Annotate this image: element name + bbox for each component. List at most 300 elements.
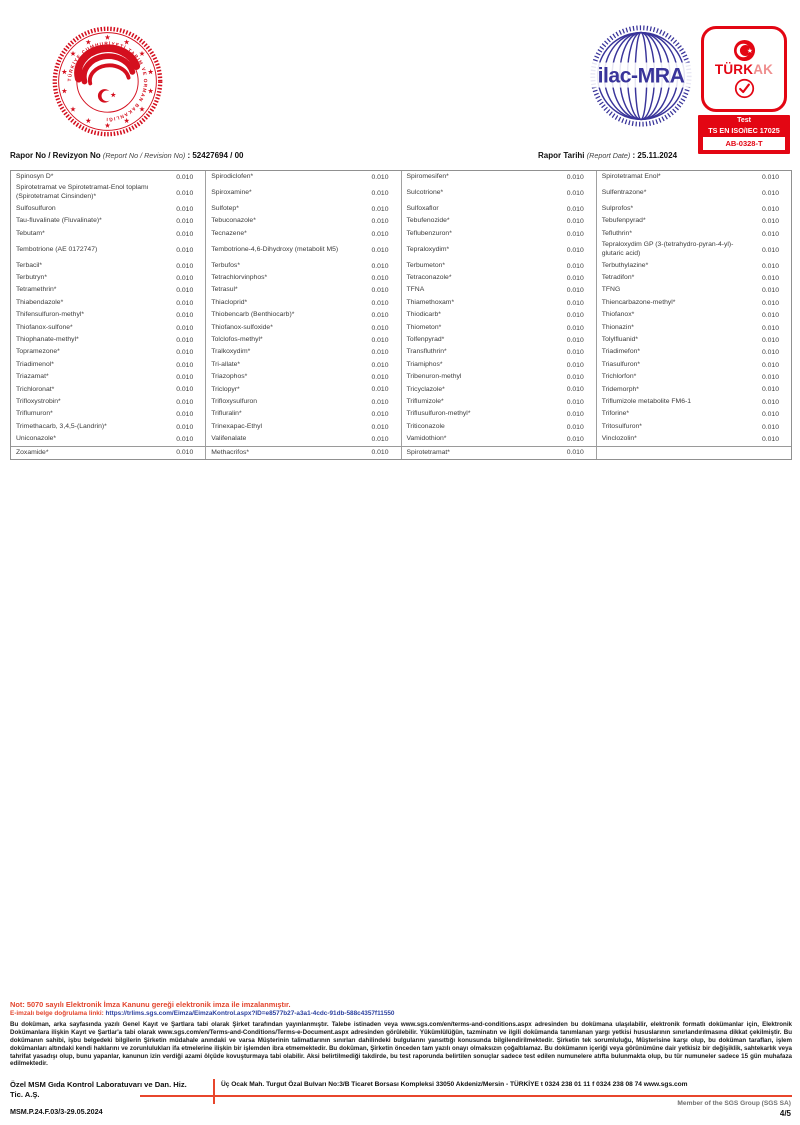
turkak-box xyxy=(701,26,787,112)
seal-crescent-star-icon xyxy=(98,89,116,102)
sgs-group-membership: Member of the SGS Group (SGS SA) xyxy=(677,1100,791,1107)
substance-value: 0.010 xyxy=(371,449,389,457)
substance-cell xyxy=(597,322,791,334)
verify-link-url[interactable]: https://trlims.sgs.com/Eimza/EimzaKontrol.aspx?ID=e8577b27-a3a1-4cdc-91db-588c4357f11550 xyxy=(105,1010,395,1017)
substance-cell xyxy=(11,447,206,459)
substance-cell xyxy=(402,334,597,346)
company-name-line1: Özel MSM Gıda Kontrol Laboratuvarı ve Dan. Hiz. xyxy=(10,1080,187,1089)
substance-cell xyxy=(597,171,791,183)
substance-value: 0.010 xyxy=(566,423,584,431)
substance-name: Terbutryn* xyxy=(16,274,47,282)
substance-name: Terbufos* xyxy=(211,261,240,269)
substance-cell xyxy=(402,322,597,334)
substance-name: Thifensulfuron-methyl* xyxy=(16,311,84,319)
company-name xyxy=(10,1080,208,1100)
table-row xyxy=(11,421,791,433)
substance-value: 0.010 xyxy=(176,205,194,213)
substance-cell xyxy=(402,171,597,183)
substance-name: Valifenalate xyxy=(211,435,247,443)
substance-value: 0.010 xyxy=(566,189,584,197)
substance-name: Thionazin* xyxy=(601,323,634,331)
substance-value: 0.010 xyxy=(566,349,584,357)
table-row xyxy=(11,297,791,309)
substance-name: Sulfentrazone* xyxy=(601,188,647,196)
table-row xyxy=(11,396,791,408)
substance-value: 0.010 xyxy=(371,230,389,238)
substance-name: Triforine* xyxy=(601,410,630,418)
substance-value: 0.010 xyxy=(566,173,584,181)
substance-cell xyxy=(402,433,597,445)
substance-name: Sulfotep* xyxy=(211,204,239,212)
table-row xyxy=(11,359,791,371)
substance-cell xyxy=(597,396,791,408)
report-no-group xyxy=(10,151,244,160)
substance-value: 0.010 xyxy=(761,230,779,238)
substance-cell xyxy=(206,285,401,297)
substance-value: 0.010 xyxy=(761,274,779,282)
substance-name: Trichloronat* xyxy=(16,385,55,393)
substance-cell xyxy=(206,347,401,359)
substance-value: 0.010 xyxy=(566,411,584,419)
substance-name: Tecnazene* xyxy=(211,229,247,237)
report-no-value: : 52427694 / 00 xyxy=(187,151,244,160)
substance-cell xyxy=(402,240,597,260)
substance-name: Tetramethrin* xyxy=(16,286,57,294)
substance-name: Triazamat* xyxy=(16,373,49,381)
substance-name: Trifluralin* xyxy=(211,410,242,418)
substance-cell xyxy=(11,433,206,445)
substance-value: 0.010 xyxy=(761,173,779,181)
substance-value: 0.010 xyxy=(761,386,779,394)
substance-name: Spiroxamine* xyxy=(211,188,252,196)
substance-cell xyxy=(206,447,401,459)
substance-name: Uniconazole* xyxy=(16,435,57,443)
substance-value: 0.010 xyxy=(371,361,389,369)
ministry-seal-logo xyxy=(50,24,165,139)
substance-value: 0.010 xyxy=(761,411,779,419)
substance-value: 0.010 xyxy=(761,312,779,320)
substance-name: Terbacil* xyxy=(16,261,43,269)
substance-name: Trifloxystrobin* xyxy=(16,397,61,405)
substance-cell xyxy=(597,384,791,396)
substance-name: Spirodiclofen* xyxy=(211,172,254,180)
substance-value: 0.010 xyxy=(176,361,194,369)
substance-value: 0.010 xyxy=(176,287,194,295)
substance-cell xyxy=(206,215,401,227)
substance-name: Tebuconazole* xyxy=(211,217,256,225)
table-row xyxy=(11,183,791,203)
substance-name: Tricyclazole* xyxy=(406,385,445,393)
substance-cell xyxy=(206,240,401,260)
substance-cell xyxy=(597,203,791,215)
substance-name: TFNG xyxy=(601,286,621,294)
substance-cell xyxy=(11,347,206,359)
substance-cell xyxy=(402,409,597,421)
report-no-label-en: (Report No / Revision No) xyxy=(102,151,186,160)
substance-cell xyxy=(11,322,206,334)
substance-cell xyxy=(11,409,206,421)
table-row xyxy=(11,272,791,284)
checkmark-icon xyxy=(734,78,755,99)
substance-name: Terbuthylazine* xyxy=(601,261,649,269)
substance-name: Triflusulfuron-methyl* xyxy=(406,410,471,418)
substance-name: Thiofanox-sulfoxide* xyxy=(211,323,273,331)
substance-name: Tolylfluanid* xyxy=(601,336,639,343)
substance-name: Spirotetramat Enol* xyxy=(601,172,661,180)
substance-cell xyxy=(11,371,206,383)
ilac-mra-logo xyxy=(588,23,694,129)
substance-name: Terbumeton* xyxy=(406,261,446,269)
substance-name: Tepraloxydim GP (3-(tetrahydro-pyran-4-yl)-glutaric acid) xyxy=(601,241,734,258)
substance-name: Tetrachlorvinphos* xyxy=(211,274,268,282)
substance-cell xyxy=(206,433,401,445)
substance-name: Tetraconazole* xyxy=(406,274,452,282)
substance-value: 0.010 xyxy=(176,274,194,282)
substance-value: 0.010 xyxy=(371,312,389,320)
substance-value: 0.010 xyxy=(566,205,584,213)
substance-name: Trimethacarb, 3,4,5-(Landrin)* xyxy=(16,422,107,430)
substance-name: Spirotetramat* xyxy=(406,448,450,456)
substance-name: Triasulfuron* xyxy=(601,360,641,368)
substance-cell xyxy=(402,272,597,284)
table-row xyxy=(11,371,791,383)
substance-cell xyxy=(11,359,206,371)
substance-cell xyxy=(402,183,597,203)
substance-name: Tepraloxydim* xyxy=(406,245,450,253)
substance-cell xyxy=(597,228,791,240)
table-row xyxy=(11,203,791,215)
substance-cell xyxy=(11,285,206,297)
substance-name: Triflumizole metabolite FM6-1 xyxy=(601,397,692,405)
table-row xyxy=(11,322,791,334)
substance-cell xyxy=(402,371,597,383)
substance-cell xyxy=(402,215,597,227)
substance-cell xyxy=(11,171,206,183)
accreditation-scope-badge xyxy=(698,115,790,154)
substance-name: Triticonazole xyxy=(406,422,445,430)
table-row xyxy=(11,446,791,459)
substance-value: 0.010 xyxy=(176,349,194,357)
substance-name: Tebufenpyrad* xyxy=(601,217,646,225)
substance-value: 0.010 xyxy=(371,218,389,226)
substance-value: 0.010 xyxy=(761,436,779,444)
substance-value: 0.010 xyxy=(566,361,584,369)
substance-value: 0.010 xyxy=(566,449,584,457)
substance-value: 0.010 xyxy=(761,205,779,213)
substance-name: Thiophanate-methyl* xyxy=(16,336,79,343)
substance-value: 0.010 xyxy=(566,312,584,320)
substance-name: Tau-fluvalinate (Fluvalinate)* xyxy=(16,217,102,225)
substance-value: 0.010 xyxy=(371,411,389,419)
substance-value: 0.010 xyxy=(371,436,389,444)
substance-value: 0.010 xyxy=(371,349,389,357)
footer-horizontal-divider xyxy=(140,1095,792,1097)
substance-value: 0.010 xyxy=(176,411,194,419)
substance-cell xyxy=(206,384,401,396)
substance-value: 0.010 xyxy=(176,398,194,406)
substance-cell xyxy=(597,334,791,346)
substance-cell xyxy=(11,183,206,203)
substance-cell xyxy=(402,421,597,433)
substance-cell xyxy=(11,334,206,346)
substance-cell xyxy=(206,272,401,284)
substance-name: Tri-allate* xyxy=(211,360,241,368)
substance-cell xyxy=(206,396,401,408)
esign-verify-line xyxy=(10,1010,792,1017)
substance-name: Triflumizole* xyxy=(406,397,444,405)
substance-value: 0.010 xyxy=(566,262,584,270)
substance-value: 0.010 xyxy=(761,336,779,344)
substance-name: Thiamethoxam* xyxy=(406,298,455,306)
substance-name: Tebufenozide* xyxy=(406,217,450,225)
substance-cell xyxy=(597,215,791,227)
substance-cell xyxy=(402,347,597,359)
report-date-label: Rapor Tarihi xyxy=(538,151,585,160)
substance-cell xyxy=(11,272,206,284)
substance-value: 0.010 xyxy=(566,336,584,344)
substance-cell xyxy=(206,334,401,346)
substance-value: 0.010 xyxy=(566,274,584,282)
substance-value: 0.010 xyxy=(176,246,194,254)
substance-cell xyxy=(597,240,791,260)
substance-value: 0.010 xyxy=(176,324,194,332)
substance-cell xyxy=(206,183,401,203)
substance-cell xyxy=(11,203,206,215)
table-row xyxy=(11,240,791,260)
substance-name: Sulcotrione* xyxy=(406,188,444,196)
substance-name: Tolfenpyrad* xyxy=(406,336,445,343)
substance-value: 0.010 xyxy=(566,374,584,382)
substance-cell xyxy=(597,359,791,371)
substance-cell xyxy=(206,228,401,240)
substance-value: 0.010 xyxy=(371,299,389,307)
substance-name: Tolclofos-methyl* xyxy=(211,336,263,343)
substance-cell xyxy=(402,309,597,321)
esign-note: Not: 5070 sayılı Elektronik İmza Kanunu gereği elektronik imza ile imzalanmıştır. xyxy=(10,1000,291,1009)
substance-name: Teflubenzuron* xyxy=(406,229,452,237)
substance-name: Triadimenol* xyxy=(16,360,54,368)
substance-cell xyxy=(402,228,597,240)
substance-cell xyxy=(11,215,206,227)
substance-value: 0.010 xyxy=(566,324,584,332)
report-date-group xyxy=(538,151,677,160)
substance-value: 0.010 xyxy=(176,336,194,344)
substance-value: 0.010 xyxy=(371,423,389,431)
substance-value: 0.010 xyxy=(566,386,584,394)
substance-cell xyxy=(597,447,791,459)
substance-value: 0.010 xyxy=(371,205,389,213)
substance-cell xyxy=(402,384,597,396)
substance-cell xyxy=(11,228,206,240)
lab-address: Üç Ocak Mah. Turgut Özal Bulvarı No:3/B Ticaret Borsası Kompleksi 33050 Akdeniz/Mersin - TÜRKİYE t 0324 238 01 11 f 0324 238 08 74 www.sgs.com xyxy=(221,1081,688,1088)
substance-value: 0.010 xyxy=(761,262,779,270)
substance-value: 0.010 xyxy=(176,436,194,444)
substance-name: Sulfoxaflor xyxy=(406,204,439,212)
substance-cell xyxy=(206,322,401,334)
substance-name: Tetrasul* xyxy=(211,286,238,294)
report-info-bar xyxy=(10,151,792,165)
substance-name: Thiofanox-sulfone* xyxy=(16,323,73,331)
substance-cell xyxy=(402,260,597,272)
substance-name: Vamidothion* xyxy=(406,435,447,443)
substance-value: 0.010 xyxy=(566,230,584,238)
substance-value: 0.010 xyxy=(566,246,584,254)
substance-value: 0.010 xyxy=(371,246,389,254)
substance-name: Spinosyn D* xyxy=(16,172,54,180)
substance-name: Thiodicarb* xyxy=(406,311,441,319)
substance-value: 0.010 xyxy=(176,299,194,307)
accreditation-scope: Test xyxy=(737,117,751,124)
substance-cell xyxy=(11,260,206,272)
footer-vertical-divider xyxy=(213,1079,215,1104)
substance-value: 0.010 xyxy=(176,312,194,320)
company-name-line2: Tic. A.Ş. xyxy=(10,1089,40,1099)
substance-cell xyxy=(597,260,791,272)
page-number: 4/5 xyxy=(779,1109,791,1118)
substance-value: 0.010 xyxy=(761,189,779,197)
substance-name: Sulfosulfuron xyxy=(16,204,56,212)
substance-value: 0.010 xyxy=(761,324,779,332)
substance-value: 0.010 xyxy=(566,398,584,406)
substance-value: 0.010 xyxy=(761,398,779,406)
turkak-logo xyxy=(698,26,790,154)
substance-value: 0.010 xyxy=(761,361,779,369)
substance-name: Tribenuron-methyl xyxy=(406,373,462,381)
substance-value: 0.010 xyxy=(761,218,779,226)
substance-cell xyxy=(11,309,206,321)
substance-name: Thiacloprid* xyxy=(211,298,248,306)
crescent-star-icon xyxy=(733,39,756,62)
substance-name: Thiofanox* xyxy=(601,311,635,319)
substance-cell xyxy=(402,396,597,408)
substance-name: Trifloxysulfuron xyxy=(211,397,258,405)
substance-value: 0.010 xyxy=(566,299,584,307)
substance-name: Thiabendazole* xyxy=(16,298,64,306)
substance-name xyxy=(597,452,746,454)
substance-cell xyxy=(597,285,791,297)
substance-value: 0.010 xyxy=(371,274,389,282)
substance-name: Trichlorfon* xyxy=(601,373,637,381)
substance-cell xyxy=(206,171,401,183)
substance-cell xyxy=(11,396,206,408)
substance-name: Triflumuron* xyxy=(16,410,53,418)
substance-name: Tritosulfuron* xyxy=(601,422,642,430)
pesticide-results-table xyxy=(10,170,792,460)
report-date-value: : 25.11.2024 xyxy=(632,151,678,160)
substance-name: Triclopyr* xyxy=(211,385,240,393)
substance-cell xyxy=(402,203,597,215)
substance-value: 0.010 xyxy=(566,287,584,295)
substance-value: 0.010 xyxy=(761,287,779,295)
legal-disclaimer-text: Bu doküman, arka sayfasında yazılı Genel Kayıt ve Şartlara tabi olarak Şirket tarafından yayınlanmıştır. Talebe istinaden veya www.sgs.com/en/terms-and-conditions.aspx adresinden bu dokümana ulaşılabilir, elektronik formatlı dokümanlar için, Elektronik Dokümanlara ilişkin Kayıt ve Şartlar'a tabi olarak www.sgs.com/en/Terms-and-Conditions/Terms-e-Document.aspx adresinden görülebilir. Yükümlülüğün, tazminatın ve ilgili dokümanda tanımlanan yargı yetkisi hususlarının sınırlandırılmasına dikkat çekilmiştir. Bu dokümanın sahibi, işbu belgedeki bilgilerin Şirketin müdahale anındaki ve varsa Müşterinin talimatlarının sınırları dahilindeki bulgularını yansıttığı konusunda bilgilendirilmektedir. Şirketin tek sorumluluğu, Müşterisine karşı olup, bu doküman tarafları, işlem dokümanları altındaki kendi haklarını ve zorunlulukları ifa etmelerine ilişkin bir işlemden ibra etmemektedir. Bu doküman, Şirketin önceden tam yazılı onayı olmaksızın çoğaltılamaz. Bu dokümanın içeriği veya görünümüne dair yetkisiz bir değişiklik, sahtekarlık veya tahrifat yasadışı olup, bunu yapanlar, kanunun izin verdiği azami ölçüde kovuşturmaya tabi olabilir. Aksi belirtilmediği takdirde, bu test raporunda belirtilen sonuçlar sadece test edilen numunelere atıfta bulunmakta olup, bu tür numuneler sadece 15 gün muhafaza edilmektedir. xyxy=(10,1021,792,1068)
substance-value: 0.010 xyxy=(176,230,194,238)
substance-cell xyxy=(206,359,401,371)
table-row xyxy=(11,215,791,227)
substance-name: Spiromesifen* xyxy=(406,172,449,180)
substance-value: 0.010 xyxy=(371,374,389,382)
report-date-label-en: (Report Date) xyxy=(586,151,631,160)
substance-value: 0.010 xyxy=(371,189,389,197)
table-row xyxy=(11,285,791,297)
substance-name: Thiencarbazone-methyl* xyxy=(601,298,676,306)
table-row xyxy=(11,309,791,321)
document-code: MSM.P.24.F.03/3-29.05.2024 xyxy=(10,1107,103,1116)
substance-cell xyxy=(597,297,791,309)
substance-cell xyxy=(402,447,597,459)
table-row xyxy=(11,409,791,421)
substance-cell xyxy=(597,309,791,321)
seal-wing-icon xyxy=(78,48,136,83)
substance-name: Zoxamide* xyxy=(16,448,49,456)
substance-value: 0.010 xyxy=(176,173,194,181)
substance-cell xyxy=(597,347,791,359)
substance-value: 0.010 xyxy=(761,423,779,431)
substance-cell xyxy=(402,297,597,309)
substance-value: 0.010 xyxy=(371,287,389,295)
substance-cell xyxy=(597,371,791,383)
report-no-label: Rapor No / Revizyon No xyxy=(10,151,101,160)
substance-cell xyxy=(206,309,401,321)
substance-name: Triamiphos* xyxy=(406,360,443,368)
substance-name: Thiometon* xyxy=(406,323,442,331)
substance-name: Tetradifon* xyxy=(601,274,635,282)
substance-cell xyxy=(402,359,597,371)
substance-name: Thiobencarb (Benthiocarb)* xyxy=(211,311,295,319)
substance-cell xyxy=(11,297,206,309)
substance-cell xyxy=(206,260,401,272)
accreditation-standard: TS EN ISO/IEC 17025 xyxy=(708,125,780,135)
substance-name: Sulprofos* xyxy=(601,204,634,212)
substance-name: Tralkoxydim* xyxy=(211,348,251,356)
substance-value: 0.010 xyxy=(371,262,389,270)
seal-ring-text: TÜRKİYE CUMHURİYETİ TARIM VE ORMAN BAKANLIĞI xyxy=(68,42,147,121)
substance-value: 0.010 xyxy=(761,299,779,307)
substance-cell xyxy=(11,384,206,396)
substance-value: 0.010 xyxy=(176,423,194,431)
substance-name: Tebutam* xyxy=(16,229,45,237)
substance-name: Triazophos* xyxy=(211,373,248,381)
substance-cell xyxy=(597,409,791,421)
substance-name: TFNA xyxy=(406,286,425,294)
substance-value: 0.010 xyxy=(371,398,389,406)
substance-value: 0.010 xyxy=(566,218,584,226)
table-row xyxy=(11,334,791,346)
substance-value: 0.010 xyxy=(566,436,584,444)
substance-value: 0.010 xyxy=(761,349,779,357)
substance-cell xyxy=(206,203,401,215)
substance-cell xyxy=(206,297,401,309)
substance-name: Tefluthrin* xyxy=(601,229,632,237)
substance-cell xyxy=(597,272,791,284)
substance-value: 0.010 xyxy=(761,374,779,382)
table-row xyxy=(11,384,791,396)
substance-name: Tembotrione-4,6-Dihydroxy (metabolit M5) xyxy=(211,245,339,253)
table-row xyxy=(11,433,791,445)
ilac-mra-label: ilac-MRA xyxy=(597,64,685,88)
substance-name: Trinexapac-Ethyl xyxy=(211,422,262,430)
substance-value: 0.010 xyxy=(371,336,389,344)
substance-name: Topramezone* xyxy=(16,348,60,356)
substance-name: Triadimefon* xyxy=(601,348,641,356)
substance-name: Vinclozolin* xyxy=(601,435,637,443)
table-row xyxy=(11,228,791,240)
table-row xyxy=(11,347,791,359)
substance-cell xyxy=(597,433,791,445)
substance-value: 0.010 xyxy=(371,324,389,332)
substance-name: Tembotrione (AE 0172747) xyxy=(16,245,98,253)
substance-value: 0.010 xyxy=(371,173,389,181)
table-row xyxy=(11,260,791,272)
